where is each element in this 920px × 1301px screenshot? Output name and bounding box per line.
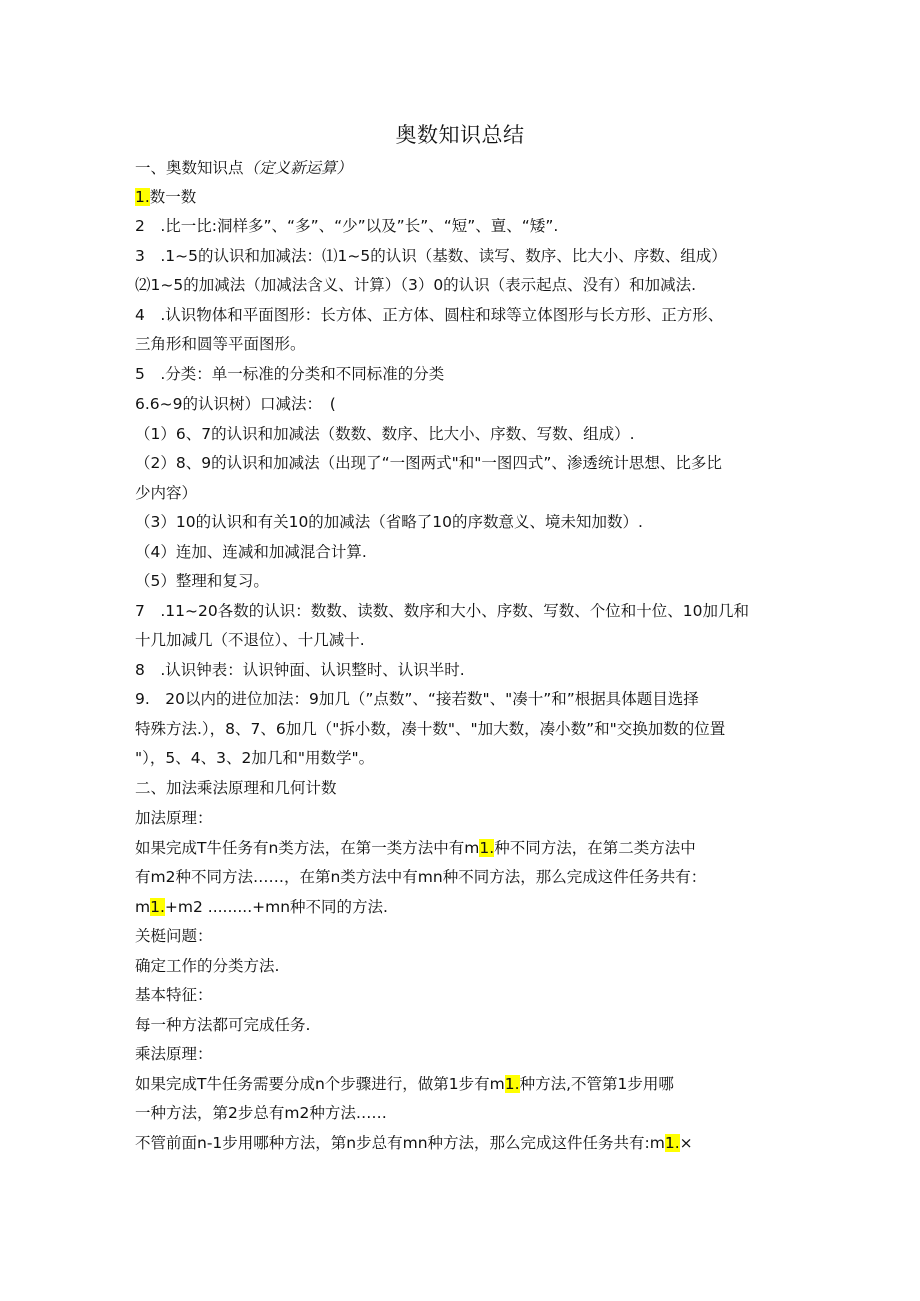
text-line: （2）8、9的认识和加减法（出现了“一图两式"和"一图四式”、渗透统计思想、比多比 (135, 454, 722, 472)
highlighted-text: 1. (479, 839, 495, 857)
text-line: 如果完成T牛任务有n类方法，在第一类方法中有m1.种不同方法，在第二类方法中 (135, 839, 696, 857)
text-line: 一种方法，第2步总有m2种方法…… (135, 1104, 387, 1122)
text-line: （1）6、7的认识和加减法（数数、数序、比大小、序数、写数、组成）. (135, 425, 635, 443)
text-line: 6.6~9的认识树）口减法： ( (135, 395, 336, 413)
text-line: 乘法原理： (135, 1045, 213, 1063)
text-line: 三角形和圆等平面图形。 (135, 335, 306, 353)
text-line: （4）连加、连减和加减混合计算. (135, 543, 367, 561)
text-line: （3）10的认识和有关10的加减法（省略了10的序数意义、境未知加数）. (135, 513, 643, 531)
text-line: 1.数一数 (135, 188, 197, 206)
highlighted-text: 1. (504, 1075, 520, 1093)
text-line: 每一种方法都可完成任务. (135, 1016, 311, 1034)
text-line: 如果完成T牛任务需要分成n个步骤进行，做第1步有m1.种方法,不管第1步用哪 (135, 1075, 674, 1093)
text-line: 有m2种不同方法……，在第n类方法中有mn种不同方法，那么完成这件任务共有： (135, 868, 707, 886)
page-title: 奥数知识总结 (395, 123, 525, 147)
text-line: 5 .分类：单一标准的分类和不同标准的分类 (135, 365, 445, 383)
text-line: 基本特征： (135, 986, 213, 1004)
text-line: ⑵1~5的加减法（加减法含义、计算）（3）0的认识（表示起点、没有）和加减法. (135, 276, 697, 294)
text-line: m1.+m2 .........+mn种不同的方法. (135, 898, 388, 916)
section-heading: 一、奥数知识点（定义新运算） (135, 159, 353, 177)
text-line: 十几加减几（不退位）、十几减十. (135, 631, 365, 649)
text-line: 2 .比一比:洞样多”、“多”、“少”以及”长”、“短”、亶、“矮”. (135, 217, 559, 235)
text-line: 关梃问题： (135, 927, 213, 945)
text-line: 4 .认识物体和平面图形：长方体、正方体、圆柱和球等立体图形与长方形、正方形、 (135, 306, 724, 324)
text-line: 确定工作的分类方法. (135, 957, 280, 975)
text-line: 7 .11~20各数的认识：数数、读数、数序和大小、序数、写数、个位和十位、10加几和 (135, 602, 749, 620)
text-line: 加法原理： (135, 809, 213, 827)
text-line: 9. 20以内的进位加法：9加几（”点数”、“接若数"、"凑十”和”根据具体题目选择 (135, 690, 699, 708)
text-line: 3 .1~5的认识和加减法：⑴1~5的认识（基数、读写、数序、比大小、序数、组成） (135, 247, 727, 265)
section-heading: 二、加法乘法原理和几何计数 (135, 779, 337, 797)
text-line: 特殊方法.），8、7、6加几（"拆小数，凑十数"、"加大数，凑小数”和"交换加数的位置 (135, 720, 726, 738)
text-line: "），5、4、3、2加几和"用数学"。 (135, 749, 375, 767)
text-line: 少内容） (135, 484, 198, 502)
text-line: 不管前面n-1步用哪种方法，第n步总有mn种方法，那么完成这件任务共有:m1.× (135, 1134, 693, 1152)
text-line: （5）整理和复习。 (135, 572, 269, 590)
highlighted-text: 1. (135, 188, 150, 206)
text-line: 8 .认识钟表：认识钟面、认识整时、认识半时. (135, 661, 465, 679)
highlighted-text: 1. (150, 898, 165, 916)
highlighted-text: 1. (664, 1134, 680, 1152)
